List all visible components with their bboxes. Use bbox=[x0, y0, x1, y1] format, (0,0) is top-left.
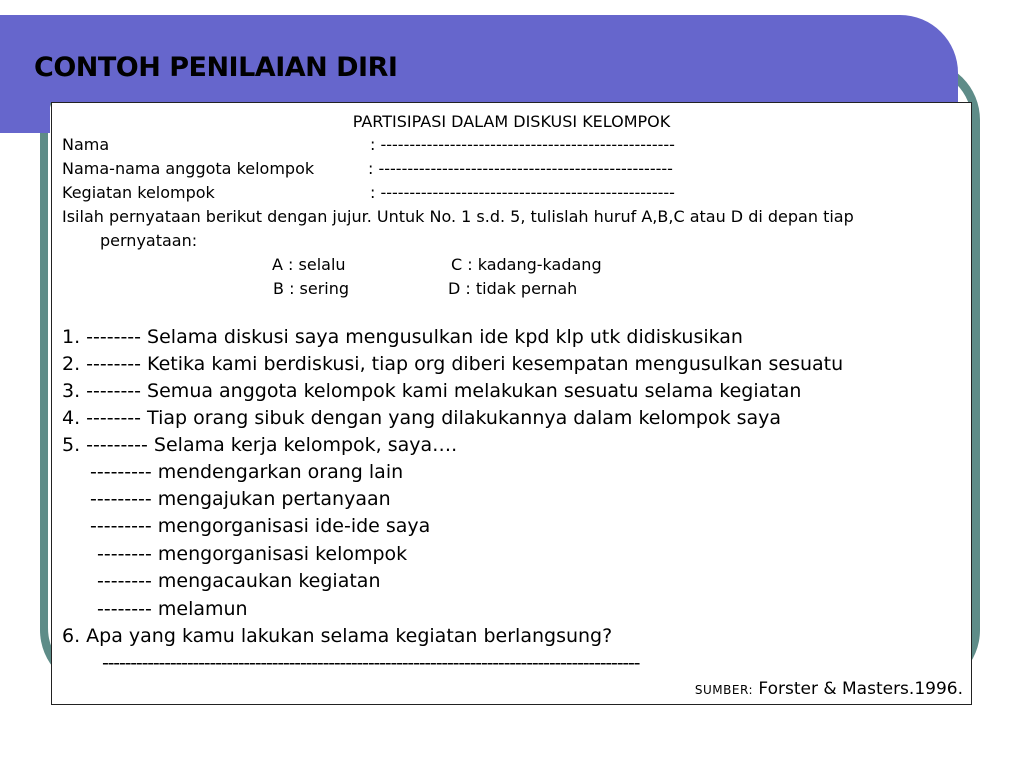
instruction-text-continued: pernyataan: bbox=[100, 231, 198, 250]
field-label-nama: Nama bbox=[62, 135, 110, 154]
slide-title: CONTOH PENILAIAN DIRI bbox=[34, 52, 398, 83]
field-blank-anggota[interactable]: : --------------------------------------------------- bbox=[368, 159, 673, 178]
source-citation bbox=[695, 677, 963, 702]
field-blank-nama[interactable]: : --------------------------------------------------- bbox=[370, 135, 675, 154]
legend-d: D : tidak pernah bbox=[448, 279, 578, 298]
legend-a: A : selalu bbox=[272, 255, 346, 274]
form-heading: PARTISIPASI DALAM DISKUSI KELOMPOK bbox=[352, 112, 671, 131]
field-label-kegiatan: Kegiatan kelompok bbox=[62, 183, 215, 202]
source-label: SUMBER: bbox=[694, 683, 753, 697]
legend-b: B : sering bbox=[273, 279, 350, 298]
statement-4: 4. -------- Tiap orang sibuk dengan yang dilakukannya dalam kelompok saya bbox=[62, 407, 782, 429]
statement-3: 3. -------- Semua anggota kelompok kami melakukan sesuatu selama kegiatan bbox=[62, 380, 802, 402]
statement-2: 2. -------- Ketika kami berdiskusi, tiap org diberi kesempatan mengusulkan sesuatu bbox=[62, 353, 844, 375]
statement-5-option: -------- mengorganisasi kelompok bbox=[97, 543, 408, 565]
statement-5-option: -------- melamun bbox=[97, 598, 248, 620]
statement-5-option: --------- mendengarkan orang lain bbox=[90, 461, 404, 483]
banner-stripe bbox=[0, 103, 50, 133]
statement-5-option: --------- mengorganisasi ide-ide saya bbox=[90, 515, 431, 537]
answer-line[interactable]: ----------------------------------------------------------------------------------------------- bbox=[102, 652, 640, 674]
source-value: Forster & Masters.1996. bbox=[753, 679, 963, 699]
field-blank-kegiatan[interactable]: : --------------------------------------------------- bbox=[370, 183, 675, 202]
assessment-form bbox=[51, 102, 972, 705]
statement-6: 6. Apa yang kamu lakukan selama kegiatan berlangsung? bbox=[62, 625, 613, 647]
statement-5-option: --------- mengajukan pertanyaan bbox=[90, 488, 391, 510]
legend-c: C : kadang-kadang bbox=[451, 255, 602, 274]
statement-5-option: -------- mengacaukan kegiatan bbox=[97, 570, 381, 592]
field-label-anggota: Nama-nama anggota kelompok bbox=[62, 159, 315, 178]
statement-1: 1. -------- Selama diskusi saya mengusulkan ide kpd klp utk didiskusikan bbox=[62, 326, 743, 348]
instruction-text: Isilah pernyataan berikut dengan jujur. Untuk No. 1 s.d. 5, tulislah huruf A,B,C atau D di depan tiap bbox=[62, 207, 854, 226]
statement-5: 5. --------- Selama kerja kelompok, saya…. bbox=[62, 434, 458, 456]
